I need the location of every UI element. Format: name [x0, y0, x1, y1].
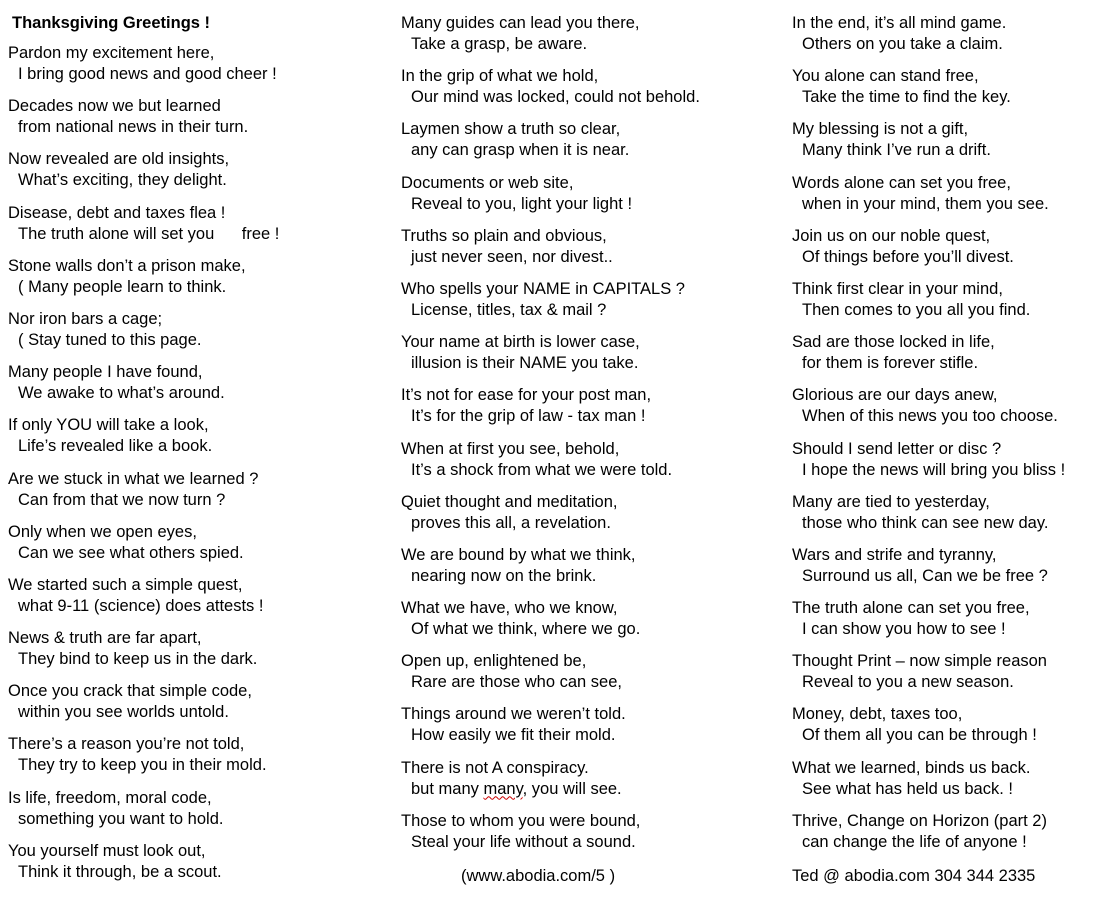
stanza [8, 788, 279, 841]
stanza [8, 469, 279, 522]
stanza-line-2: How easily we fit their mold. [411, 726, 616, 745]
stanza [792, 226, 1065, 279]
stanza-line-1: Pardon my excitement here, [8, 44, 215, 62]
stanza [792, 811, 1065, 864]
stanza [401, 811, 700, 864]
stanza [8, 43, 279, 96]
stanza-line-1: Thought Print – now simple reason [792, 652, 1047, 671]
stanza-line-1: Wars and strife and tyranny, [792, 545, 997, 564]
stanza [792, 598, 1065, 651]
stanza-line-2: when in your mind, them you see. [802, 194, 1049, 213]
stanza-line-2: They try to keep you in their mold. [18, 756, 267, 775]
stanza-line-2: I can show you how to see ! [802, 620, 1006, 639]
stanza [401, 758, 700, 811]
stanza-line-1: Quiet thought and meditation, [401, 492, 618, 511]
stanza-line-2: It’s a shock from what we were told. [411, 460, 673, 479]
stanza-line-2: When of this news you too choose. [802, 407, 1058, 426]
stanza [792, 385, 1065, 438]
stanza-line-2: ( Stay tuned to this page. [18, 330, 202, 349]
stanza [401, 545, 700, 598]
stanza-line-2: any can grasp when it is near. [411, 141, 630, 160]
stanza-line-1: Many are tied to yesterday, [792, 492, 990, 511]
stanza-line-1: We are bound by what we think, [401, 545, 636, 564]
column-2 [401, 13, 700, 887]
stanza [8, 841, 279, 894]
stanza [792, 758, 1065, 811]
stanza [792, 332, 1065, 385]
stanza-line-1: What we learned, binds us back. [792, 758, 1031, 777]
stanza-line-2: We awake to what’s around. [18, 384, 225, 403]
stanza [401, 598, 700, 651]
stanza [792, 651, 1065, 704]
stanza [8, 203, 279, 256]
stanza-line-2: Others on you take a claim. [802, 35, 1003, 53]
stanza-line-1: Once you crack that simple code, [8, 682, 252, 701]
stanza-line-2: what 9-11 (science) does attests ! [18, 596, 264, 615]
stanza-line-1: Nor iron bars a cage; [8, 309, 163, 328]
stanza-line-2: Of things before you’ll divest. [802, 247, 1014, 266]
stanza-line-1: Sad are those locked in life, [792, 333, 995, 352]
spellcheck-underline: many [483, 779, 523, 798]
stanza-line-2: Rare are those who can see, [411, 673, 622, 692]
stanza [792, 439, 1065, 492]
stanza-line-2: illusion is their NAME you take. [411, 354, 639, 373]
stanza-line-1: There’s a reason you’re not told, [8, 735, 245, 754]
stanza-line-2: Think it through, be a scout. [18, 862, 222, 881]
stanza-line-2: ( Many people learn to think. [18, 277, 227, 296]
stanza-line-1: If only YOU will take a look, [8, 416, 209, 435]
stanza [401, 704, 700, 757]
stanza-line-2: See what has held us back. ! [802, 779, 1013, 798]
stanza-line-1: There is not A conspiracy. [401, 758, 589, 777]
stanza-line-1: Open up, enlightened be, [401, 652, 587, 671]
stanza-line-1: What we have, who we know, [401, 599, 618, 618]
stanza-line-2: nearing now on the brink. [411, 566, 597, 585]
stanza-line-1: News & truth are far apart, [8, 629, 202, 648]
stanza-line-2: Can from that we now turn ? [18, 490, 226, 509]
stanza-line-2: within you see worlds untold. [18, 703, 229, 722]
column-1 [8, 13, 279, 894]
stanza-line-1: Now revealed are old insights, [8, 150, 230, 169]
stanza-line-2: but many many, you will see. [411, 779, 622, 798]
stanza-line-1: You alone can stand free, [792, 67, 979, 86]
stanza-line-2: those who think can see new day. [802, 513, 1049, 532]
stanza-line-1: Are we stuck in what we learned ? [8, 469, 259, 488]
stanza-line-2: Many think I’ve run a drift. [802, 141, 991, 160]
stanza-line-2: Reveal to you, light your light ! [411, 194, 633, 213]
stanza-line-2: from national news in their turn. [18, 118, 249, 137]
stanza-line-1: Many people I have found, [8, 363, 203, 382]
stanza-line-2: License, titles, tax & mail ? [411, 300, 607, 319]
column-3 [792, 13, 1065, 887]
stanza-line-1: You yourself must look out, [8, 841, 206, 860]
stanza-line-2: Steal your life without a sound. [411, 832, 636, 851]
stanza-line-1: Things around we weren’t told. [401, 705, 626, 724]
stanza [792, 66, 1065, 119]
stanza-line-2: can change the life of anyone ! [802, 832, 1027, 851]
stanza-line-1: Those to whom you were bound, [401, 811, 641, 830]
stanza [8, 96, 279, 149]
column-2-stanzas [401, 13, 700, 864]
stanza-line-1: Glorious are our days anew, [792, 386, 998, 405]
stanza-line-2: It’s for the grip of law - tax man ! [411, 407, 646, 426]
stanza-line-1: Documents or web site, [401, 173, 574, 192]
stanza-line-1: Is life, freedom, moral code, [8, 788, 212, 807]
stanza-line-1: Stone walls don’t a prison make, [8, 256, 246, 275]
stanza-line-1: In the grip of what we hold, [401, 67, 599, 86]
stanza [792, 704, 1065, 757]
stanza [792, 545, 1065, 598]
stanza [792, 279, 1065, 332]
stanza [8, 309, 279, 362]
stanza-line-1: It’s not for ease for your post man, [401, 386, 652, 405]
stanza-line-2: They bind to keep us in the dark. [18, 650, 258, 669]
stanza-line-2: Our mind was locked, could not behold. [411, 88, 700, 107]
stanza [401, 492, 700, 545]
stanza-line-1: Thrive, Change on Horizon (part 2) [792, 811, 1047, 830]
stanza [401, 651, 700, 704]
stanza [401, 226, 700, 279]
stanza-line-2: Take a grasp, be aware. [411, 35, 588, 53]
stanza [401, 66, 700, 119]
stanza [401, 279, 700, 332]
stanza-line-1: Who spells your NAME in CAPITALS ? [401, 279, 685, 298]
stanza [792, 492, 1065, 545]
stanza-line-1: Join us on our noble quest, [792, 226, 991, 245]
stanza-line-2: Take the time to find the key. [802, 88, 1011, 107]
stanza-line-2: I hope the news will bring you bliss ! [802, 460, 1066, 479]
stanza-line-2: something you want to hold. [18, 809, 224, 828]
stanza [401, 439, 700, 492]
stanza-line-1: Should I send letter or disc ? [792, 439, 1002, 458]
stanza-line-1: Your name at birth is lower case, [401, 333, 640, 352]
stanza [8, 734, 279, 787]
stanza-line-1: Disease, debt and taxes flea ! [8, 203, 226, 222]
stanza-line-2: Of them all you can be through ! [802, 726, 1037, 745]
stanza-line-1: Decades now we but learned [8, 97, 221, 116]
stanza [401, 119, 700, 172]
stanza-line-2: Reveal to you a new season. [802, 673, 1014, 692]
stanza-line-2: Can we see what others spied. [18, 543, 244, 562]
stanza [792, 173, 1065, 226]
stanza-line-1: Words alone can set you free, [792, 173, 1011, 192]
stanza-line-2: What’s exciting, they delight. [18, 171, 227, 190]
stanza [401, 13, 700, 66]
stanza-line-2: Surround us all, Can we be free ? [802, 566, 1048, 585]
stanza-line-1: In the end, it’s all mind game. [792, 14, 1007, 32]
stanza [8, 256, 279, 309]
stanza-line-1: We started such a simple quest, [8, 575, 243, 594]
website-footer: (www.abodia.com/5 ) [461, 867, 616, 885]
stanza-line-1: The truth alone can set you free, [792, 599, 1030, 618]
column-1-stanzas [8, 43, 279, 894]
stanza [8, 522, 279, 575]
stanza [792, 13, 1065, 66]
stanza-line-1: Truths so plain and obvious, [401, 226, 607, 245]
stanza-line-1: Think first clear in your mind, [792, 279, 1003, 298]
stanza-line-2: Of what we think, where we go. [411, 620, 641, 639]
stanza [8, 681, 279, 734]
stanza-line-2: proves this all, a revelation. [411, 513, 611, 532]
stanza [8, 575, 279, 628]
stanza [8, 628, 279, 681]
stanza-line-2: Life’s revealed like a book. [18, 437, 213, 456]
stanza-line-1: My blessing is not a gift, [792, 120, 969, 139]
stanza-line-1: When at first you see, behold, [401, 439, 620, 458]
stanza-line-2: just never seen, nor divest.. [411, 247, 613, 266]
contact-footer: Ted @ abodia.com 304 344 2335 [792, 867, 1036, 885]
stanza-line-1: Money, debt, taxes too, [792, 705, 963, 724]
stanza [8, 149, 279, 202]
stanza-line-2: for them is forever stifle. [802, 354, 979, 373]
stanza-line-1: Laymen show a truth so clear, [401, 120, 621, 139]
stanza [8, 362, 279, 415]
stanza [401, 385, 700, 438]
stanza-line-1: Only when we open eyes, [8, 522, 197, 541]
page-title: Thanksgiving Greetings ! [12, 14, 211, 32]
column-3-stanzas [792, 13, 1065, 864]
stanza-line-1: Many guides can lead you there, [401, 14, 640, 32]
stanza [8, 415, 279, 468]
stanza [792, 119, 1065, 172]
stanza-line-2: Then comes to you all you find. [802, 300, 1031, 319]
stanza [401, 332, 700, 385]
stanza [401, 173, 700, 226]
stanza-line-2: I bring good news and good cheer ! [18, 65, 277, 83]
stanza-line-2: The truth alone will set you free ! [18, 224, 280, 243]
